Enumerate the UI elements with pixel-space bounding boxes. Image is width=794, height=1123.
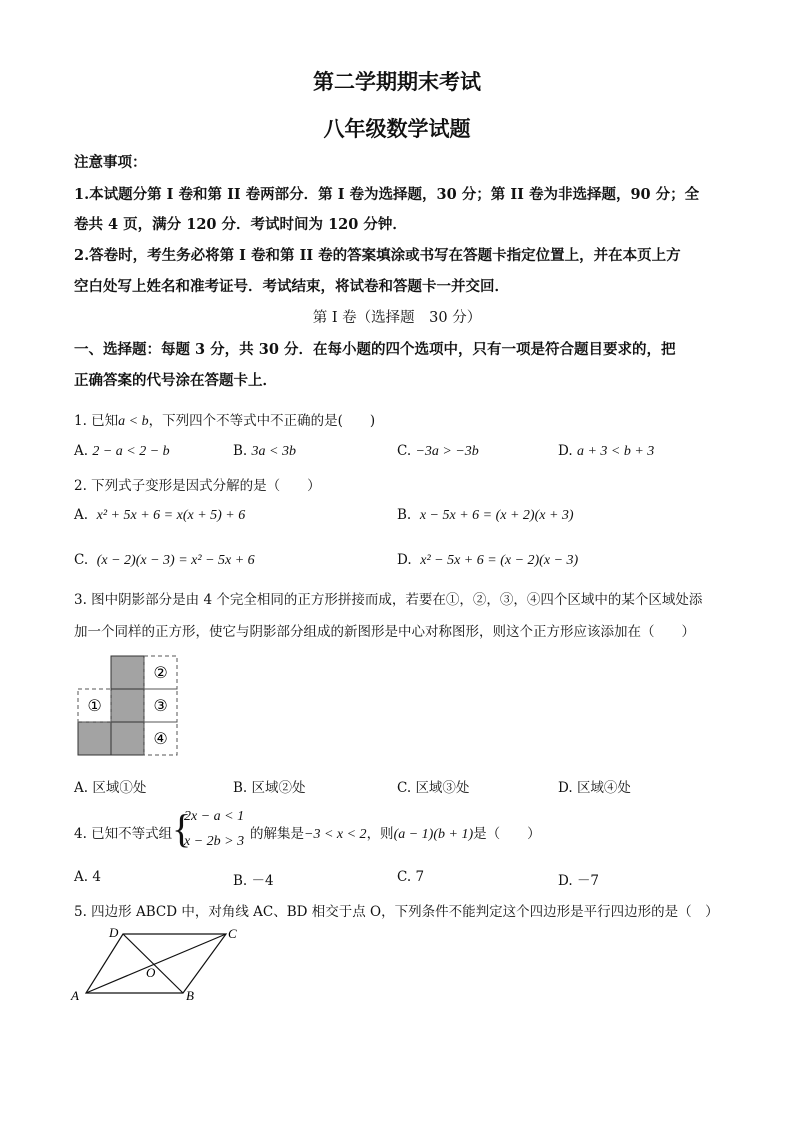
option-label: C. bbox=[397, 780, 412, 796]
option-text: 区域③处 bbox=[415, 780, 470, 796]
question-2-option-a[interactable] bbox=[74, 507, 245, 524]
question-4-option-c[interactable] bbox=[397, 869, 424, 885]
region-2-label: ② bbox=[153, 663, 168, 682]
option-label: D. bbox=[558, 780, 573, 796]
question-4-expression: (a − 1)(b + 1) bbox=[393, 827, 474, 842]
question-1-option-d[interactable] bbox=[558, 443, 654, 460]
question-1-option-b[interactable] bbox=[233, 443, 296, 460]
notice-item-1-line-1: 1.本试题分第 I 卷和第 II 卷两部分．第 I 卷为选择题，30 分；第 II 卷为非选择题，90 分；全 bbox=[74, 186, 700, 203]
option-label: A. bbox=[74, 443, 89, 459]
point-c-label: C bbox=[228, 926, 237, 941]
option-text: 3a < 3b bbox=[251, 444, 296, 459]
question-4-option-b[interactable] bbox=[233, 869, 274, 889]
option-text: －4 bbox=[251, 873, 274, 889]
region-1-label: ① bbox=[87, 696, 102, 715]
option-label: B. bbox=[397, 507, 412, 523]
notice-item-1-line-2: 卷共 4 页，满分 120 分．考试时间为 120 分钟． bbox=[74, 216, 407, 233]
section-instruction-line-1: 一、选择题：每题 3 分，共 30 分．在每小题的四个选项中，只有一项是符合题目要求的，把 bbox=[74, 341, 676, 358]
system-brace: { bbox=[172, 806, 192, 851]
shaded-square-4 bbox=[111, 722, 144, 755]
option-label: D. bbox=[558, 443, 573, 459]
question-3-stem-line-1: 3. 图中阴影部分是由 4 个完全相同的正方形拼接而成，若要在①，②，③，④四个区域中的某个区域处添 bbox=[74, 592, 703, 608]
question-1-suffix: ，下列四个不等式中不正确的是( ) bbox=[148, 413, 376, 429]
option-text: x² − 5x + 6 = (x − 2)(x − 3) bbox=[420, 553, 579, 568]
option-label: D. bbox=[397, 552, 412, 568]
question-2-stem: 2. 下列式子变形是因式分解的是（ ） bbox=[74, 478, 321, 494]
option-text: (x − 2)(x − 3) = x² − 5x + 6 bbox=[96, 553, 255, 568]
notice-heading: 注意事项： bbox=[74, 154, 147, 171]
option-text: 区域①处 bbox=[92, 780, 147, 796]
diagonal-bd bbox=[123, 934, 183, 993]
question-1-prefix: 1. 已知 bbox=[74, 413, 119, 429]
question-2-option-b[interactable] bbox=[397, 507, 574, 524]
question-4-then: ，则 bbox=[366, 826, 394, 842]
point-o-label: O bbox=[146, 965, 156, 980]
question-4-stem-rest bbox=[250, 822, 541, 843]
region-3-label: ③ bbox=[153, 696, 168, 715]
option-label: B. bbox=[233, 873, 248, 889]
option-text: 7 bbox=[415, 869, 425, 885]
option-label: B. bbox=[233, 780, 248, 796]
option-label: B. bbox=[233, 443, 248, 459]
question-1-stem bbox=[74, 409, 375, 430]
inequality-2: x − 2b > 3 bbox=[184, 834, 245, 849]
question-3-option-b[interactable] bbox=[233, 776, 306, 796]
question-3-square-figure bbox=[74, 652, 184, 758]
question-3-option-a[interactable] bbox=[74, 776, 146, 796]
option-text: 4 bbox=[92, 869, 101, 885]
option-text: x² + 5x + 6 = x(x + 5) + 6 bbox=[96, 508, 246, 523]
section-instruction-line-2: 正确答案的代号涂在答题卡上． bbox=[74, 372, 277, 389]
point-d-label: D bbox=[109, 925, 119, 940]
question-5-stem: 5. 四边形 ABCD 中，对角线 AC、BD 相交于点 O，下列条件不能判定这个四边形是平行四边形的是（ ） bbox=[74, 904, 719, 920]
question-3-option-c[interactable] bbox=[397, 776, 469, 796]
question-3-option-d[interactable] bbox=[558, 776, 631, 796]
shaded-square-3 bbox=[78, 722, 111, 755]
point-a-label: A bbox=[71, 988, 79, 1003]
question-4-prefix: 4. 已知不等式组 bbox=[74, 826, 173, 842]
notice-item-2-line-2: 空白处写上姓名和准考证号．考试结束，将试卷和答题卡一并交回． bbox=[74, 278, 509, 295]
inequality-1: 2x − a < 1 bbox=[184, 809, 245, 824]
region-4-label: ④ bbox=[153, 729, 168, 748]
option-text: 2 − a < 2 − b bbox=[92, 444, 170, 459]
option-label: D. bbox=[558, 873, 573, 889]
option-text: a + 3 < b + 3 bbox=[576, 444, 655, 459]
question-4-range: −3 < x < 2 bbox=[304, 827, 367, 842]
notice-item-2-line-1: 2.答卷时，考生务必将第 I 卷和第 II 卷的答案填涂或书写在答题卡指定位置上，并在本页上方 bbox=[74, 247, 681, 264]
section-title: 第 I 卷（选择题 30 分） bbox=[312, 310, 482, 326]
question-4-suffix: 是（ ） bbox=[473, 826, 541, 842]
option-text: 区域④处 bbox=[576, 780, 631, 796]
shaded-square-2 bbox=[111, 689, 144, 722]
option-text: 区域②处 bbox=[251, 780, 306, 796]
question-1-condition: a < b bbox=[118, 414, 149, 429]
exam-title: 第二学期期末考试 bbox=[313, 70, 481, 94]
option-text: x − 5x + 6 = (x + 2)(x + 3) bbox=[419, 508, 574, 523]
shaded-square-1 bbox=[111, 656, 144, 689]
question-4-option-a[interactable] bbox=[74, 869, 101, 885]
question-1-option-c[interactable] bbox=[397, 443, 479, 460]
option-label: C. bbox=[397, 869, 412, 885]
option-text: −3a > −3b bbox=[415, 444, 479, 459]
option-label: A. bbox=[74, 780, 89, 796]
question-5-parallelogram-figure bbox=[66, 922, 256, 1006]
question-4-option-d[interactable] bbox=[558, 869, 599, 889]
question-4-mid: 的解集是 bbox=[250, 826, 304, 842]
option-label: A. bbox=[74, 869, 89, 885]
question-2-option-d[interactable] bbox=[397, 552, 578, 569]
option-text: －7 bbox=[576, 873, 600, 889]
question-1-option-a[interactable] bbox=[74, 443, 170, 460]
question-3-stem-line-2: 加一个同样的正方形，使它与阴影部分组成的新图形是中心对称图形，则这个正方形应该添加在（ ） bbox=[74, 624, 695, 640]
option-label: C. bbox=[74, 552, 89, 568]
option-label: C. bbox=[397, 443, 412, 459]
exam-subtitle: 八年级数学试题 bbox=[323, 117, 471, 141]
option-label: A. bbox=[74, 507, 89, 523]
question-2-option-c[interactable] bbox=[74, 552, 255, 569]
point-b-label: B bbox=[186, 988, 194, 1003]
